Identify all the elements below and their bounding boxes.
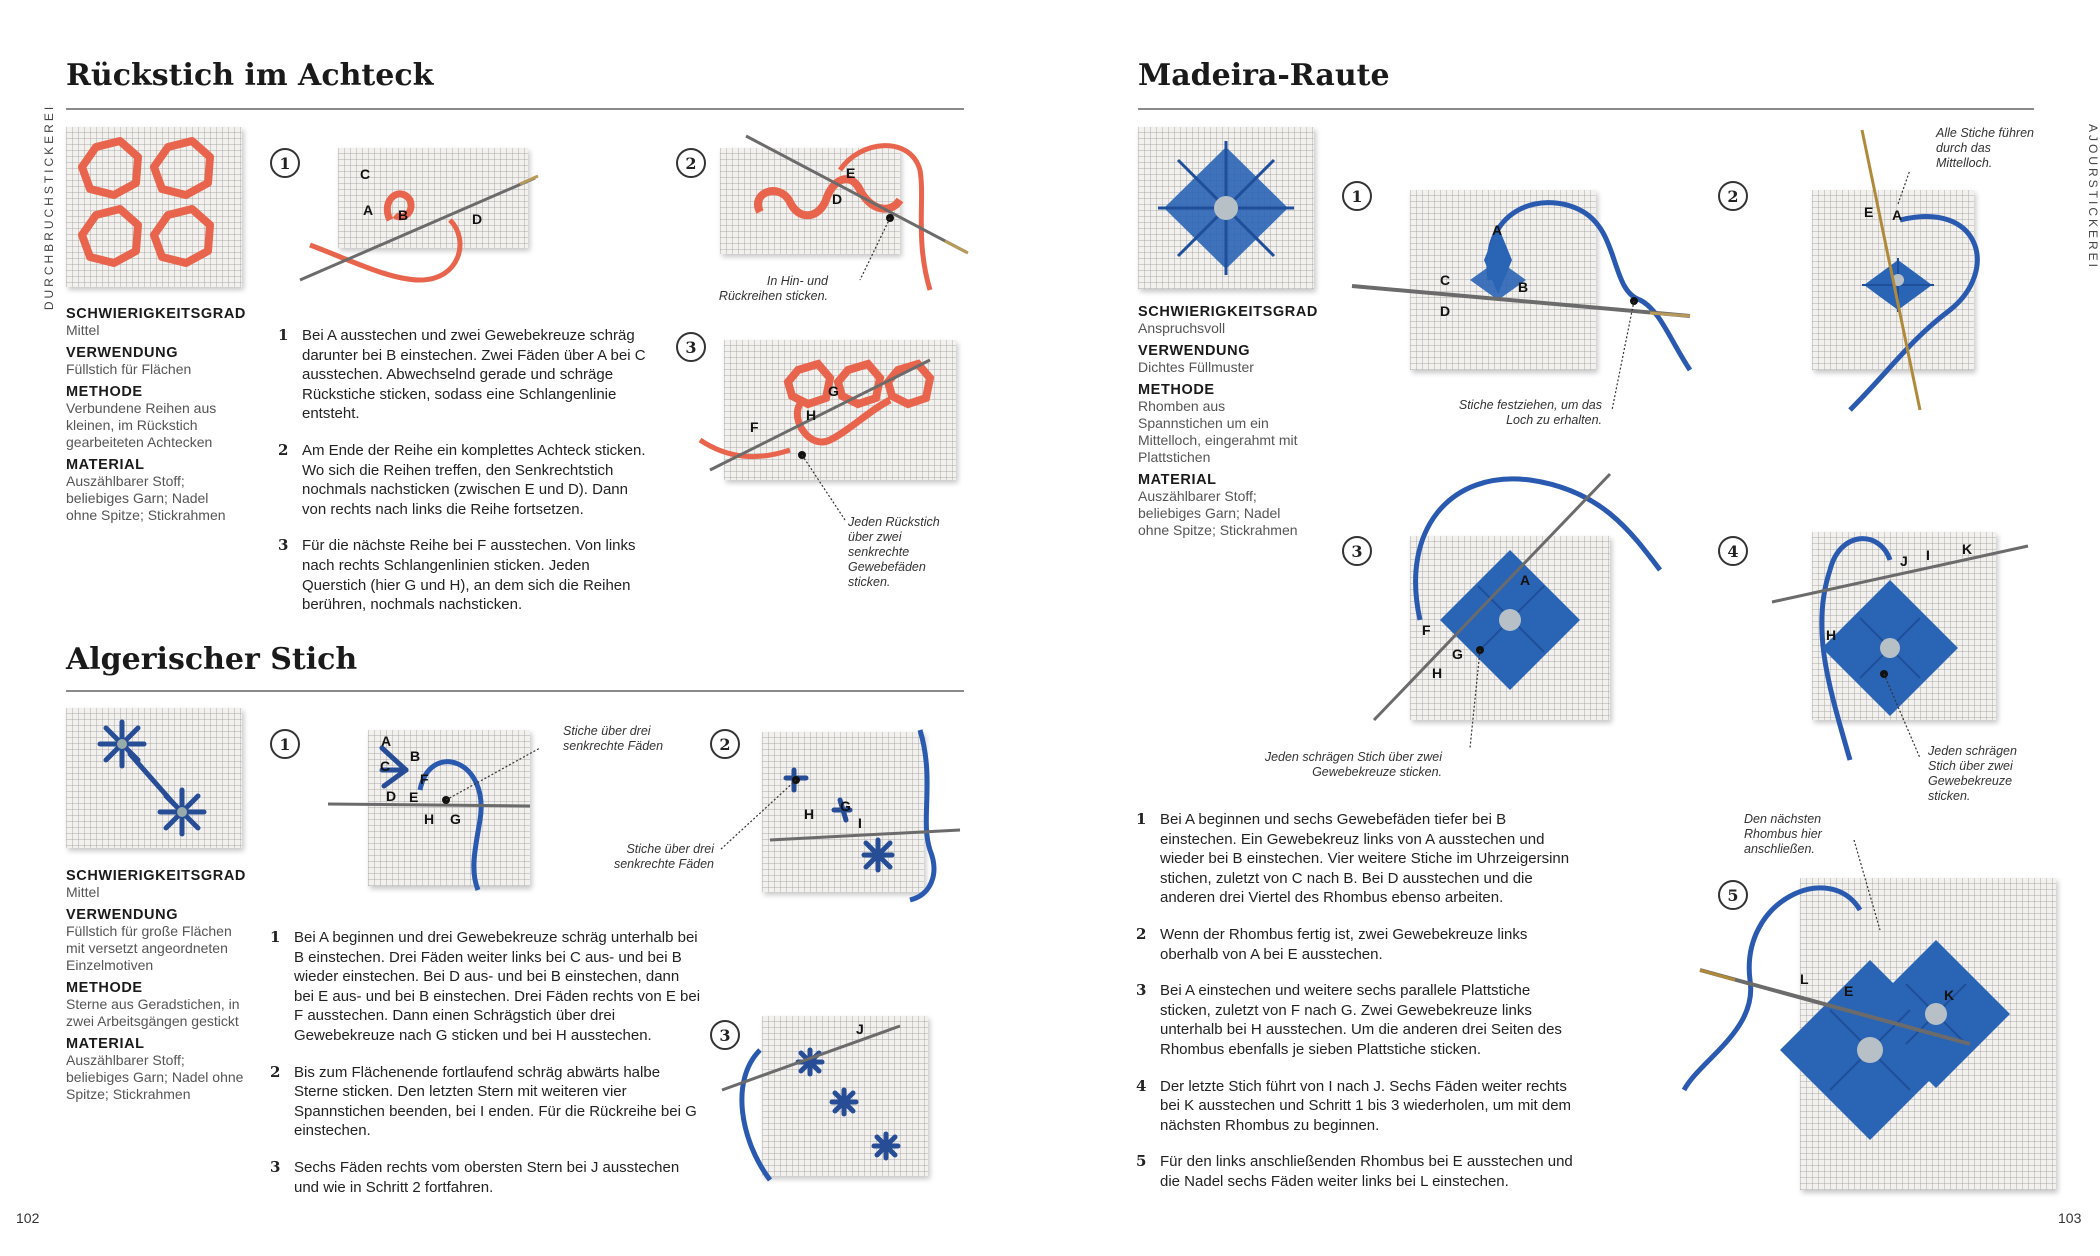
stitch-letter: I — [1926, 547, 1930, 563]
side-label-right: AJOURSTICKEREI — [2086, 123, 2100, 271]
figure-note: Jeden Rückstich über zwei senkrechte Gewebefäden sticken. — [848, 515, 940, 589]
step-text: Bis zum Flächenende fortlaufend schräg abwärts halbe Sterne sticken. Den letzten Stern mit weiteren vier Spannstichen beenden, bei I enden. Für die Rückreihe bei G einstechen. — [294, 1063, 697, 1140]
stitch-letter: J — [1900, 553, 1908, 569]
steps-rueckstich — [278, 326, 650, 632]
info-label: MATERIAL — [66, 457, 145, 473]
step-item — [1136, 1077, 1584, 1136]
info-value: Dichtes Füllmuster — [1138, 359, 1254, 375]
step-text: Wenn der Rhombus fertig ist, zwei Gewebekreuze links oberhalb von A bei E ausstechen. — [1160, 925, 1528, 963]
info-block-madeira — [1138, 298, 1318, 539]
stitch-letter: E — [1844, 983, 1854, 999]
step-item — [278, 441, 650, 519]
stitch-letter: K — [1944, 987, 1955, 1003]
stitch-letter: C — [380, 758, 391, 774]
stitch-letter: H — [1432, 665, 1443, 681]
stitch-letter: K — [1962, 541, 1973, 557]
figure-note: Stiche festziehen, um das Loch zu erhalten. — [1458, 398, 1602, 427]
info-value: Anspruchsvoll — [1138, 320, 1226, 336]
info-value: Sterne aus Geradstichen, in zwei Arbeitsgängen gestickt — [66, 996, 240, 1029]
stitch-letter: J — [856, 1021, 864, 1037]
stitch-letter: B — [398, 207, 409, 223]
steps-algerisch — [270, 928, 702, 1214]
info-block-rueckstich — [66, 300, 246, 524]
info-value: Mittel — [66, 884, 100, 900]
stitch-letter: G — [450, 811, 461, 827]
stitch-letter: L — [1800, 971, 1809, 987]
title-rule — [66, 690, 964, 692]
step-item — [1136, 925, 1584, 964]
figure-note: Stiche über drei senkrechte Fäden — [563, 724, 664, 753]
step-number: 3 — [1136, 981, 1147, 1000]
step-number: 3 — [278, 536, 289, 555]
step-item — [278, 536, 650, 614]
step-item — [270, 928, 702, 1046]
figure-note: In Hin- und Rückreihen sticken. — [718, 274, 828, 303]
step-number: 1 — [270, 928, 281, 946]
step-text: Am Ende der Reihe ein komplettes Achteck sticken. Wo sich die Reihen treffen, den Senkrechtstich nochmals nachsticken (zwischen E und D). Dann von rechts nach links die Reihe fortsetzen. — [302, 441, 646, 518]
figure-note: Jeden schrägen Stich über zwei Gewebekreuze sticken. — [1264, 750, 1442, 779]
figure-note: Stiche über drei senkrechte Fäden — [613, 842, 714, 871]
figure-number: 2 — [676, 148, 706, 178]
step-number: 1 — [278, 326, 289, 344]
stitch-letter: B — [1518, 279, 1529, 295]
page-number-right: 103 — [2058, 1210, 2082, 1226]
madeira-sample — [1138, 127, 1314, 289]
stitch-letter: I — [858, 815, 862, 831]
step-text: Sechs Fäden rechts vom obersten Stern bei J ausstechen und wie in Schritt 2 fortfahren. — [294, 1158, 680, 1196]
info-label: MATERIAL — [1138, 472, 1217, 488]
stitch-letter: G — [828, 383, 839, 399]
stitch-letter: F — [1422, 622, 1431, 638]
stitch-letter: H — [804, 806, 815, 822]
star-stitch-sample — [66, 708, 242, 848]
step-number: 4 — [1136, 1076, 1147, 1095]
sample-photo-rueckstich — [66, 127, 242, 287]
stitch-letter: G — [1452, 646, 1463, 662]
step-item — [1136, 1152, 1584, 1191]
octagon-stitch-sample — [66, 127, 242, 287]
figure-number: 5 — [1718, 880, 1748, 910]
step-text: Bei A ausstechen und zwei Gewebekreuze schräg darunter bei B einstechen. Zwei Fäden über A bei C ausstechen. Abwechselnd gerade und schräge Rückstiche sticken, sodass eine Schlangenlinie entsteht. — [302, 327, 646, 423]
section-title-rueckstich: Rückstich im Achteck — [66, 58, 434, 93]
step-item — [270, 1063, 702, 1141]
step-number: 2 — [278, 440, 289, 459]
figure-number: 1 — [270, 729, 300, 759]
stitch-letter: E — [1864, 204, 1874, 220]
stitch-letter: D — [1440, 303, 1451, 319]
figure-number: 1 — [1342, 181, 1372, 211]
figure-number: 3 — [1342, 536, 1372, 566]
section-title-algerisch: Algerischer Stich — [66, 642, 358, 677]
stitch-letter: D — [472, 211, 483, 227]
info-label: SCHWIERIGKEITSGRAD — [66, 868, 246, 884]
info-label: METHODE — [66, 980, 143, 996]
side-label-left: DURCHBRUCHSTICKEREI — [42, 103, 57, 311]
figure-note: Alle Stiche führen durch das Mittelloch. — [1936, 126, 2034, 170]
page-number-left: 102 — [16, 1210, 40, 1226]
info-value: Auszählbarer Stoff; beliebiges Garn; Nadel ohne Spitze; Stickrahmen — [66, 473, 226, 523]
stitch-letter: D — [832, 191, 843, 207]
stitch-letter: G — [840, 798, 851, 814]
info-value: Auszählbarer Stoff; beliebiges Garn; Nadel ohne Spitze; Stickrahmen — [1138, 488, 1298, 538]
info-label: SCHWIERIGKEITSGRAD — [66, 306, 246, 322]
step-text: Für die nächste Reihe bei F ausstechen. Von links nach rechts Schlangenlinien sticken. Jeden Querstich (hier G und H), an dem sich die Reihen berühren, nochmals nachsticken. — [302, 537, 636, 614]
figure-number: 2 — [1718, 181, 1748, 211]
info-label: SCHWIERIGKEITSGRAD — [1138, 304, 1318, 320]
stitch-letter: F — [420, 771, 429, 787]
figure-note: Jeden schrägen Stich über zwei Gewebekreuze sticken. — [1928, 744, 2017, 803]
step-item — [1136, 981, 1584, 1059]
step-item — [1136, 810, 1584, 908]
figure-number: 1 — [270, 148, 300, 178]
figure-number: 3 — [710, 1020, 740, 1050]
info-value: Auszählbarer Stoff; beliebiges Garn; Nadel ohne Spitze; Stickrahmen — [66, 1052, 244, 1102]
stitch-letter: A — [1492, 222, 1503, 238]
stitch-letter: F — [750, 419, 759, 435]
stitch-letter: E — [846, 165, 856, 181]
step-item — [278, 326, 650, 424]
section-title-madeira: Madeira-Raute — [1138, 58, 1390, 93]
figure-note: Den nächsten Rhombus hier anschließen. — [1744, 812, 1822, 856]
sample-photo-algerisch — [66, 708, 242, 848]
step-text: Für den links anschließenden Rhombus bei E ausstechen und die Nadel sechs Fäden weiter links bei L einstechen. — [1160, 1153, 1573, 1190]
info-value: Füllstich für Flächen — [66, 361, 192, 377]
info-label: VERWENDUNG — [66, 907, 179, 923]
info-label: METHODE — [1138, 382, 1215, 398]
step-number: 5 — [1136, 1152, 1147, 1171]
step-number: 2 — [1136, 924, 1147, 943]
step-text: Der letzte Stich führt von I nach J. Sechs Fäden weiter rechts bei K ausstechen und Schritt 1 bis 3 wiederholen, um mit dem nächsten Rhombus zu beginnen. — [1160, 1077, 1572, 1134]
stitch-letter: E — [409, 789, 419, 805]
info-label: MATERIAL — [66, 1036, 145, 1052]
info-label: METHODE — [66, 384, 143, 400]
stitch-letter: H — [424, 811, 435, 827]
step-text: Bei A einstechen und weitere sechs parallele Plattstiche sticken, zuletzt von F nach G. Zwei Gewebekreuze links unterhalb bei H ausstechen. Um die anderen drei Seiten des Rhombus ebenfalls je sieben Plattstiche sticken. — [1160, 982, 1562, 1058]
steps-madeira — [1136, 810, 1584, 1209]
stitch-letter: C — [360, 166, 371, 182]
stitch-letter: H — [806, 407, 817, 423]
sample-photo-madeira — [1138, 127, 1314, 289]
stitch-letter: D — [386, 788, 397, 804]
step-text: Bei A beginnen und drei Gewebekreuze schräg unterhalb bei B einstechen. Drei Fäden weiter links bei C aus- und bei B wieder einstechen. Bei D aus- und bei B einstechen, dann bei E aus- und bei B einstechen. Drei Fäden rechts von E bei F ausstechen. Dann einen Schrägstich über drei Gewebekreuze nach G sticken und bei H ausstechen. — [294, 929, 701, 1044]
step-number: 1 — [1136, 810, 1147, 828]
stitch-letter: H — [1826, 627, 1837, 643]
stitch-letter: A — [381, 733, 392, 749]
step-item — [270, 1158, 702, 1197]
info-value: Mittel — [66, 322, 100, 338]
info-block-algerisch — [66, 862, 246, 1103]
step-number: 2 — [270, 1062, 281, 1081]
figure-number: 2 — [710, 729, 740, 759]
stitch-letter: A — [1520, 572, 1531, 588]
info-value: Verbundene Reihen aus kleinen, im Rückstich gearbeiteten Achtecken — [66, 400, 217, 450]
stitch-letter: A — [363, 202, 374, 218]
figure-number: 4 — [1718, 536, 1748, 566]
title-rule — [1138, 108, 2034, 110]
stitch-letter: A — [1892, 207, 1903, 223]
step-text: Bei A beginnen und sechs Gewebefäden tiefer bei B einstechen. Ein Gewebekreuz links von A ausstechen und wieder bei B einstechen. Vier weitere Stiche im Uhrzeigersinn stichen, zuletzt von C nach B. Bei D ausstechen und die anderen drei Viertel des Rhombus ebenso arbeiten. — [1160, 811, 1570, 907]
title-rule — [66, 108, 964, 110]
info-label: VERWENDUNG — [66, 345, 179, 361]
info-value: Füllstich für große Flächen mit versetzt angeordneten Einzelmotiven — [66, 923, 232, 973]
figure-number: 3 — [676, 332, 706, 362]
step-number: 3 — [270, 1157, 281, 1176]
stitch-letter: B — [410, 748, 421, 764]
info-value: Rhomben aus Spannstichen um ein Mittelloch, eingerahmt mit Plattstichen — [1138, 398, 1298, 465]
stitch-letter: C — [1440, 272, 1451, 288]
info-label: VERWENDUNG — [1138, 343, 1251, 359]
